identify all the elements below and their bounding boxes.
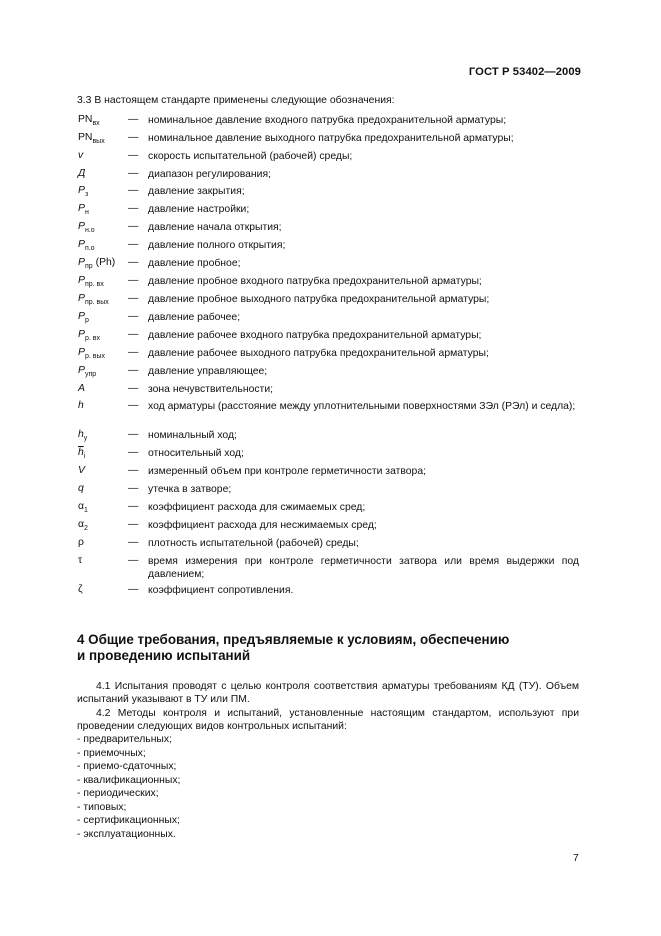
em-dash: —: [128, 400, 139, 411]
symbol-subscript: 2: [84, 525, 88, 532]
symbol-base: P: [78, 293, 85, 304]
symbol-base: q: [78, 483, 84, 494]
symbol-notation: [78, 221, 95, 234]
list-item: - квалификационных;: [77, 774, 180, 788]
symbol-notation: [78, 483, 84, 494]
symbol-subscript: пр. вых: [84, 299, 109, 306]
em-dash: —: [128, 150, 139, 161]
symbol-base: P: [78, 329, 85, 340]
em-dash: —: [128, 293, 139, 304]
symbol-base: P: [78, 221, 85, 232]
symbol-row: [0, 293, 661, 311]
symbol-base: P: [78, 347, 85, 358]
symbol-description: давление рабочее входного патрубка предохранительной арматуры;: [148, 330, 482, 341]
symbol-description: скорость испытательной (рабочей) среды;: [148, 151, 353, 162]
em-dash: —: [128, 365, 139, 376]
symbol-description: давление начала открытия;: [148, 222, 282, 233]
em-dash: —: [128, 203, 139, 214]
symbol-notation: [78, 203, 89, 216]
symbol-base: Д: [78, 168, 86, 179]
symbol-row: [0, 465, 661, 483]
symbol-base: v: [78, 150, 84, 161]
symbol-base: P: [78, 275, 85, 286]
symbol-description: давление управляющее;: [148, 366, 268, 377]
symbol-description: зона нечувствительности;: [148, 384, 274, 395]
symbol-base: ρ: [78, 537, 84, 548]
em-dash: —: [128, 483, 139, 494]
list-item: - типовых;: [77, 801, 180, 815]
symbol-subscript: пр: [84, 263, 93, 270]
symbol-base: V: [78, 465, 85, 476]
list-item: - предварительных;: [77, 733, 180, 747]
symbol-subscript: р. вых: [84, 353, 105, 360]
symbol-row: [0, 501, 661, 519]
symbol-description: давление настройки;: [148, 204, 250, 215]
symbol-alias: (Ph): [95, 257, 116, 268]
symbol-row: [0, 519, 661, 537]
symbol-subscript: 1: [84, 507, 88, 514]
symbol-base: PN: [78, 132, 93, 143]
list-item: - эксплуатационных.: [77, 828, 180, 842]
em-dash: —: [128, 239, 139, 250]
symbol-description: номинальный ход;: [148, 430, 237, 441]
symbol-description: давление пробное входного патрубка предохранительной арматуры;: [148, 276, 482, 287]
symbol-notation: [78, 584, 83, 595]
symbol-notation: [78, 257, 115, 270]
section-4-title-line2: и проведению испытаний: [77, 648, 251, 663]
symbol-row: [0, 447, 661, 465]
symbol-description: давление пробное выходного патрубка предохранительной арматуры;: [148, 294, 490, 305]
symbol-notation: [78, 185, 88, 198]
symbol-notation: [78, 537, 84, 548]
symbol-base: P: [78, 239, 85, 250]
symbol-base: α: [78, 519, 85, 530]
symbol-description: номинальное давление выходного патрубка предохранительной арматуры;: [148, 133, 514, 144]
symbol-row: [0, 168, 661, 185]
symbol-subscript: з: [84, 191, 89, 198]
em-dash: —: [128, 347, 139, 358]
symbol-base: P: [78, 185, 85, 196]
symbol-subscript: у: [83, 435, 88, 442]
symbol-notation: [78, 329, 100, 342]
em-dash: —: [128, 519, 139, 530]
symbol-base: A: [78, 383, 85, 394]
symbol-row: [0, 383, 661, 400]
symbol-base: τ: [78, 555, 83, 566]
symbol-notation: [78, 275, 104, 288]
em-dash: —: [128, 185, 139, 196]
symbol-base: $\overline{h}$: [78, 447, 84, 458]
symbol-description: плотность испытательной (рабочей) среды;: [148, 538, 359, 549]
symbol-subscript: вых: [92, 138, 105, 145]
symbol-row: [0, 132, 661, 150]
symbol-notation: [78, 347, 105, 360]
symbol-notation: [78, 501, 88, 514]
symbol-row: [0, 257, 661, 275]
symbol-notation: [78, 555, 82, 566]
symbol-row: [0, 329, 661, 347]
em-dash: —: [128, 114, 139, 125]
symbol-subscript: п.о: [84, 245, 95, 252]
em-dash: —: [128, 429, 139, 440]
symbol-base: P: [78, 203, 85, 214]
list-item: - приемо-сдаточных;: [77, 760, 180, 774]
symbol-description: ход арматуры (расстояние между уплотнительными поверхностями ЗЭл (РЭл) и седла);: [148, 401, 576, 412]
symbol-notation: [78, 132, 105, 145]
symbol-notation: [78, 519, 88, 532]
em-dash: —: [128, 447, 139, 458]
symbol-description: коэффициент сопротивления.: [148, 585, 294, 596]
symbol-description: давление рабочее;: [148, 312, 241, 323]
symbol-base: P: [78, 365, 85, 376]
em-dash: —: [128, 257, 139, 268]
em-dash: —: [128, 168, 139, 179]
symbol-row: [0, 185, 661, 203]
symbol-notation: [78, 168, 85, 179]
symbol-notation: [78, 447, 85, 460]
symbol-row: [0, 275, 661, 293]
symbol-subscript: н: [84, 209, 89, 216]
symbol-subscript: вх: [92, 120, 100, 127]
symbol-notation: [78, 465, 85, 476]
symbol-description: диапазон регулирования;: [148, 169, 271, 180]
em-dash: —: [128, 329, 139, 340]
symbol-description: время измерения при контроле герметичности затвора или время выдержки под давлением;: [148, 556, 579, 580]
document-header: ГОСТ Р 53402—2009: [468, 66, 581, 78]
paragraph-4-1: 4.1 Испытания проводят с целью контроля соответствия арматуры требованиям КД (ТУ). Объем испытаний указывают в ТУ или ПМ.: [77, 681, 579, 705]
em-dash: —: [128, 584, 139, 595]
symbol-subscript: пр. вх: [84, 281, 104, 288]
symbol-row: [0, 114, 661, 132]
symbol-row: [0, 555, 661, 584]
em-dash: —: [128, 465, 139, 476]
em-dash: —: [128, 132, 139, 143]
symbol-row: [0, 239, 661, 257]
symbol-base: h: [78, 429, 84, 440]
symbol-description: коэффициент расхода для сжимаемых сред;: [148, 502, 366, 513]
symbol-row: [0, 483, 661, 501]
em-dash: —: [128, 383, 139, 394]
symbol-notation: [78, 400, 84, 411]
symbol-description: измеренный объем при контроле герметичности затвора;: [148, 466, 426, 477]
symbol-row: [0, 203, 661, 221]
symbol-row: [0, 537, 661, 555]
symbols-list: [0, 114, 661, 602]
page-number: 7: [573, 853, 579, 864]
symbol-subscript: р. вх: [84, 335, 100, 342]
em-dash: —: [128, 275, 139, 286]
symbol-notation: [78, 383, 85, 394]
paragraph-4-2: 4.2 Методы контроля и испытаний, установленные настоящим стандартом, используют при проведении следующих видов контрольных испытаний:: [77, 708, 579, 732]
symbol-base: ζ: [78, 584, 83, 595]
em-dash: —: [128, 311, 139, 322]
symbol-row: [0, 311, 661, 329]
symbol-notation: [78, 150, 83, 161]
symbol-base: α: [78, 501, 85, 512]
symbol-notation: [78, 429, 87, 442]
symbol-description: коэффициент расхода для несжимаемых сред;: [148, 520, 377, 531]
section-4-title-line1: 4 Общие требования, предъявляемые к условиям, обеспечению: [77, 632, 510, 647]
em-dash: —: [128, 221, 139, 232]
symbol-subscript: н.о: [84, 227, 95, 234]
symbol-row: [0, 429, 661, 447]
symbol-base: PN: [78, 114, 93, 125]
symbol-description: утечка в затворе;: [148, 484, 232, 495]
symbol-description: давление полного открытия;: [148, 240, 286, 251]
symbol-subscript: i: [83, 453, 86, 460]
em-dash: —: [128, 555, 139, 566]
symbol-description: номинальное давление входного патрубка предохранительной арматуры;: [148, 115, 507, 126]
list-item: - периодических;: [77, 787, 180, 801]
symbol-row: [0, 365, 661, 383]
test-types-list: [77, 733, 180, 841]
symbol-row: [0, 584, 661, 602]
em-dash: —: [128, 501, 139, 512]
symbol-notation: [78, 114, 100, 127]
symbols-intro: 3.3 В настоящем стандарте применены следующие обозначения:: [77, 95, 395, 106]
symbol-base: h: [78, 400, 84, 411]
symbol-description: давление рабочее выходного патрубка предохранительной арматуры;: [148, 348, 489, 359]
symbol-notation: [78, 293, 109, 306]
symbol-subscript: упр: [84, 371, 97, 378]
symbol-notation: [78, 311, 89, 324]
list-item: - приемочных;: [77, 747, 180, 761]
symbol-row: [0, 150, 661, 168]
symbol-row: [0, 221, 661, 239]
symbol-base: P: [78, 257, 85, 268]
em-dash: —: [128, 537, 139, 548]
list-item: - сертификационных;: [77, 814, 180, 828]
section-4-title: [77, 632, 577, 664]
symbol-notation: [78, 365, 96, 378]
symbol-row: [0, 347, 661, 365]
symbol-row: [0, 400, 661, 429]
symbol-base: P: [78, 311, 85, 322]
symbol-description: давление закрытия;: [148, 186, 245, 197]
symbol-notation: [78, 239, 95, 252]
symbol-description: давление пробное;: [148, 258, 241, 269]
symbol-description: относительный ход;: [148, 448, 244, 459]
symbol-subscript: р: [84, 317, 89, 324]
